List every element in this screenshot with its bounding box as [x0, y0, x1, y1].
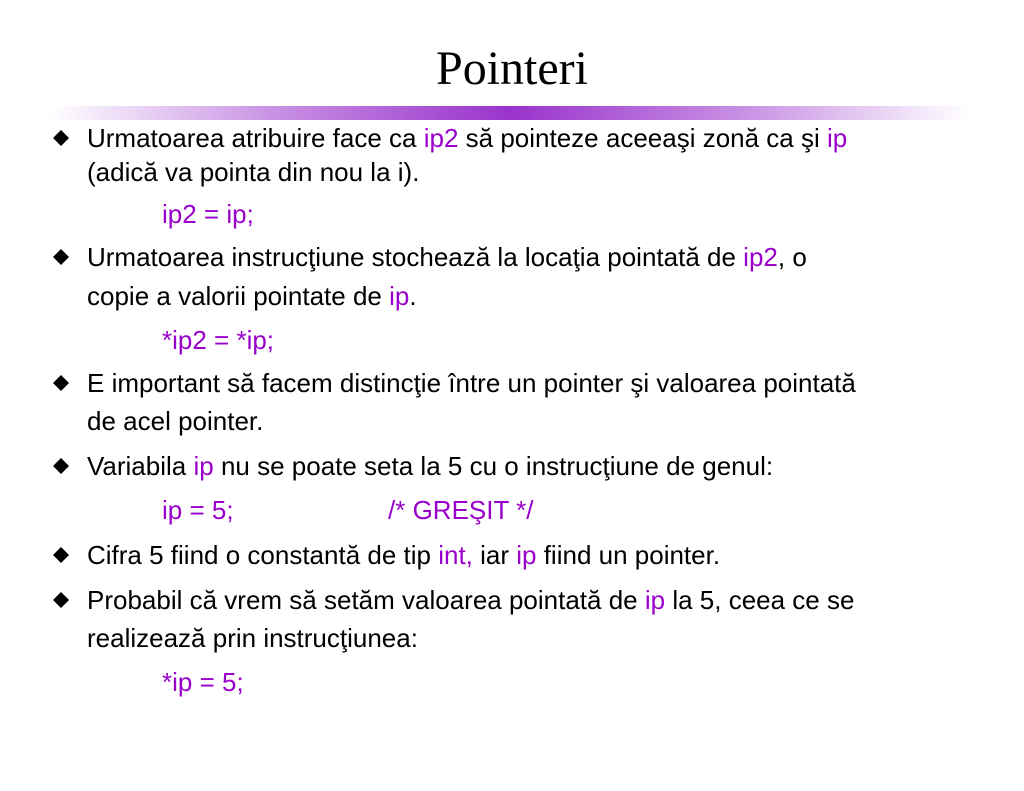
code-line-2: *ip2 = *ip;	[162, 325, 275, 355]
text-span: Variabila	[87, 451, 194, 481]
title-divider	[50, 106, 970, 120]
bullet-3-line-1: E important să facem distincţie între un pointer şi valoarea pointată	[87, 368, 856, 398]
text-span: nu se poate seta la 5 cu o instrucţiune de genul:	[213, 451, 774, 481]
text-span: iar	[472, 540, 517, 570]
text-span: copie a valorii pointate de	[87, 281, 390, 311]
text-span: la 5, ceea ce se	[665, 585, 855, 615]
code-line-1: ip2 = ip;	[162, 199, 254, 229]
bullet-2-line-2	[87, 281, 417, 311]
diamond-icon	[53, 592, 69, 608]
bullet-4-line-1	[87, 451, 773, 481]
text-span: Urmatoarea atribuire face ca	[87, 123, 424, 153]
diamond-icon	[53, 458, 69, 474]
text-span: , o	[777, 242, 807, 272]
bullet-1-line-2: (adică va pointa din nou la i).	[87, 157, 420, 187]
code-ref: ip	[516, 540, 537, 570]
diamond-icon	[53, 375, 69, 391]
bullet-6-line-2: realizează prin instrucţiunea:	[87, 623, 418, 653]
bullet-1-line-1	[87, 123, 847, 153]
bullet-3-line-2: de acel pointer.	[87, 406, 264, 436]
code-ref: ip	[644, 585, 666, 615]
code-ref: ip2	[423, 123, 459, 153]
text-span: Probabil că vrem să setăm valoarea pointată de	[87, 585, 645, 615]
code-ref: ip	[193, 451, 214, 481]
bullet-2-line-1	[87, 242, 807, 272]
code-ref: ip2	[743, 242, 778, 272]
text-span: să pointeze aceeaşi zonă ca şi	[458, 123, 827, 153]
code-comment: /* GREŞIT */	[388, 495, 534, 525]
code-line-4: ip = 5;	[162, 495, 234, 525]
diamond-icon	[53, 249, 69, 265]
slide-title: Pointeri	[436, 42, 588, 95]
text-span: Urmatoarea instrucţiune stochează la locaţia pointată de	[87, 242, 744, 272]
text-span: Cifra 5 fiind o constantă de tip	[87, 540, 439, 570]
code-ref: ip	[389, 281, 410, 311]
diamond-icon	[53, 547, 69, 563]
text-span: .	[409, 281, 417, 311]
bullet-5-line-1	[87, 540, 720, 570]
code-ref: int,	[438, 540, 473, 570]
code-ref: ip	[826, 123, 848, 153]
bullet-6-line-1	[87, 585, 854, 615]
diamond-icon	[53, 130, 69, 146]
code-line-6: *ip = 5;	[162, 667, 244, 697]
text-span: fiind un pointer.	[536, 540, 721, 570]
